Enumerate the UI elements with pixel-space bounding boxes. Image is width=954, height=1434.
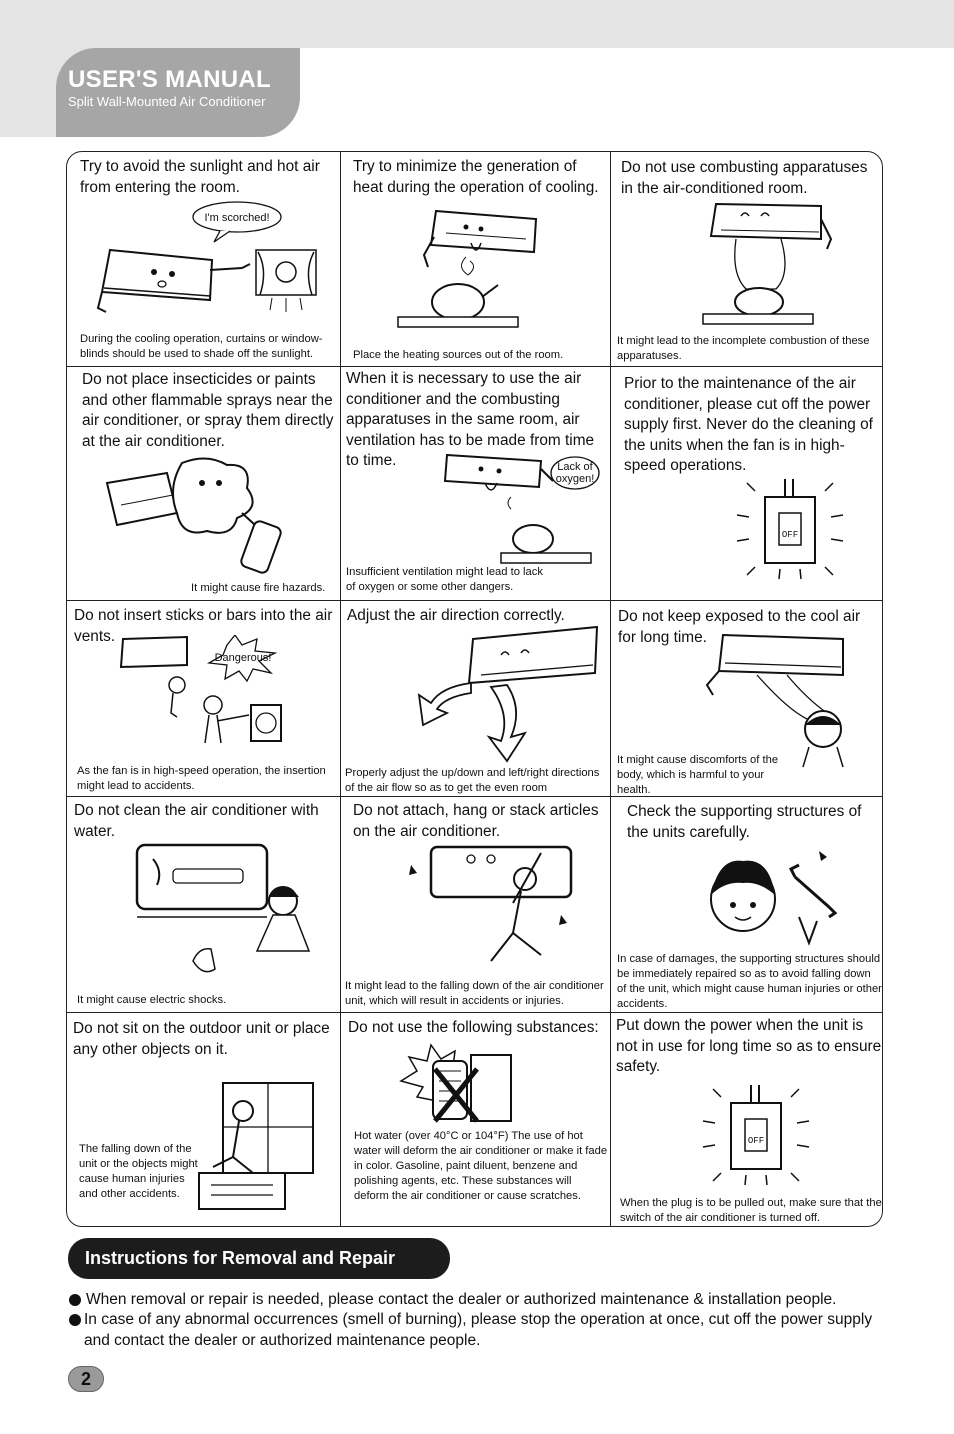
cell-insecticides [67, 367, 341, 601]
cell-heading: Do not sit on the outdoor unit or place any other objects on it. [73, 1020, 330, 1058]
bullet-dot [69, 1294, 81, 1306]
ac-oxygen-illustration [441, 449, 603, 567]
cell-heat-sources [341, 152, 611, 367]
switch-label: OFF [781, 530, 799, 540]
bubble-text: I'm scorched! [204, 212, 270, 224]
cell-caption: It might cause electric shocks. [77, 994, 227, 1006]
header-band [300, 0, 954, 48]
safety-grid [66, 151, 883, 1227]
cell-caption: It might cause fire hazards. [191, 582, 326, 594]
cell-caption: As the fan is in high-speed operation, the insertion might lead to accidents. [77, 765, 326, 792]
bullet-removal: When removal or repair is needed, please contact the dealer or authorized maintenance & installation people. [86, 1291, 837, 1308]
cell-caption: The falling down of the unit or the objects might cause human injuries and other accidents. [79, 1143, 198, 1200]
cell-outdoor-unit [67, 1013, 341, 1227]
manual-subtitle: Split Wall-Mounted Air Conditioner [68, 94, 266, 109]
cell-sticks [67, 601, 341, 797]
svg-text:oxygen!: oxygen! [555, 473, 595, 485]
cell-heading: Check the supporting structures of the units carefully. [627, 803, 862, 841]
bubble-text: Dangerous! [214, 652, 272, 664]
cell-caption: During the cooling operation, curtains or window-blinds should be used to shade off the sunlight. [80, 333, 323, 360]
ac-heater-illustration [386, 197, 556, 332]
ac-airflow-illustration [411, 625, 607, 765]
cell-caption: It might lead to the incomplete combustion of these apparatuses. [617, 335, 870, 362]
ac-hanging-person-illustration [401, 843, 581, 979]
cell-supporting-structures [611, 797, 883, 1013]
person-wrench-illustration [699, 847, 859, 957]
page-number-badge [68, 1366, 104, 1392]
cell-heading: Do not attach, hang or stack articles on the air conditioner. [353, 802, 599, 840]
ac-sun-illustration [92, 200, 322, 330]
cell-heading: Do not use the following substances: [348, 1019, 599, 1036]
cell-water [67, 797, 341, 1013]
cell-heading: Adjust the air direction correctly. [347, 607, 565, 624]
outdoor-unit-person-illustration [193, 1077, 333, 1211]
ac-stove-illustration [681, 194, 841, 329]
bullet-abnormal: In case of any abnormal occurrences (smell of burning), please stop the operation at once, cut off the power supply and contact the dealer or authorized maintenance people. [84, 1311, 873, 1349]
cell-heading: Try to minimize the generation of heat during the operation of cooling. [353, 158, 599, 196]
section-title: Instructions for Removal and Repair [85, 1248, 396, 1268]
cell-caption: Properly adjust the up/down and left/right directions of the air flow so as to get the even room [345, 767, 600, 794]
cell-caption: Insufficient ventilation might lead to lack of oxygen or some other dangers. [346, 566, 543, 593]
cell-heading: Do not use combusting apparatuses in the air-conditioned room. [621, 159, 868, 197]
cell-air-direction [341, 601, 611, 797]
cell-caption: In case of damages, the supporting structures should be immediately repaired so as to avoid falling down of the unit, which might cause human injuries or other accidents. [617, 953, 882, 1010]
cell-hang-articles [341, 797, 611, 1013]
cell-ventilation [341, 367, 611, 601]
ac-spray-illustration [97, 453, 297, 583]
cell-caption: Hot water (over 40°C or 104°F) The use of hot water will deform the air conditioner or make it fade in color. Gasoline, paint diluent, benzene and polishing agents, etc. These substances will deform the air conditioner or cause scratches. [354, 1130, 608, 1202]
ac-cool-air-illustration [697, 629, 867, 769]
power-switch-icon [735, 477, 847, 581]
switch-label: OFF [747, 1136, 765, 1146]
cell-cool-air [611, 601, 883, 797]
cell-sunlight [67, 152, 341, 367]
cell-heading: When it is necessary to use the air conditioner and the combusting apparatuses in the same room, air ventilation has to be made from time to time. [346, 370, 595, 469]
cell-maintenance [611, 367, 883, 601]
page-number: 2 [80, 1369, 91, 1389]
cell-caption: It might lead to the falling down of the air conditioner unit, which will result in accidents or injuries. [345, 980, 604, 1007]
cell-heading: Do not place insecticides or paints and other flammable sprays near the air conditioner, or spray them directly at the air conditioner. [82, 371, 334, 450]
cell-caption: When the plug is to be pulled out, make sure that the switch of the air conditioner is turned off. [620, 1197, 882, 1224]
cell-heading: Do not keep exposed to the cool air for long time. [618, 608, 861, 646]
ac-water-illustration [133, 841, 337, 983]
manual-title: USER'S MANUAL [68, 66, 271, 93]
cell-heading: Prior to the maintenance of the air conditioner, please cut off the power supply first. Never do the cleaning of the units when the fan is in high-speed operations. [624, 375, 873, 474]
cell-heading: Do not clean the air conditioner with water. [74, 802, 319, 840]
svg-text:Lack of: Lack of [557, 461, 593, 473]
cell-combustion [611, 152, 883, 367]
cell-heading: Do not insert sticks or bars into the air vents. [74, 607, 333, 645]
bullet-dot [69, 1314, 81, 1326]
power-switch-icon [701, 1083, 813, 1187]
cell-caption: It might cause discomforts of the body, which is harmful to your health. [617, 754, 779, 796]
forbidden-substances-icon [397, 1041, 517, 1129]
cell-caption: Place the heating sources out of the room. [353, 349, 564, 361]
cell-substances [341, 1013, 611, 1227]
cell-heading: Try to avoid the sunlight and hot air from entering the room. [80, 158, 320, 196]
cell-heading: Put down the power when the unit is not in use for long time so as to ensure safety. [616, 1017, 882, 1075]
cell-power-down [611, 1013, 883, 1227]
ac-sticks-illustration [117, 635, 297, 755]
